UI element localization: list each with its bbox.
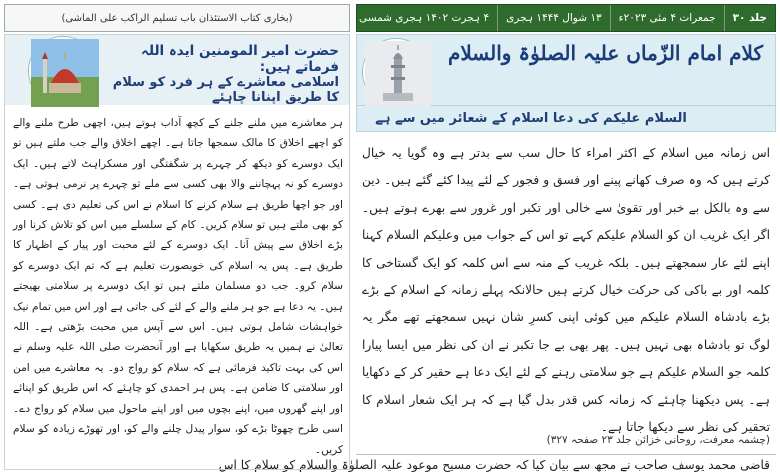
volume-label: جلد ۳۰ (724, 5, 775, 31)
gregorian-date: جمعرات ۴ مئی ۲۰۲۳ء (610, 5, 724, 31)
hijri-qamari-date: ۱۳ شوال ۱۴۴۴ ہجری (497, 5, 610, 31)
right-article-continuation: قاضی محمد یوسف صاحب نے مجھ سے بیان کیا کہ حضرت مسیح موعود علیہ الصلوٰۃ والسلام کو سلام کا اس (218, 458, 770, 472)
left-article-banner (5, 35, 349, 105)
hadith-reference-bar (4, 4, 350, 32)
right-article-subtitle: السلام علیکم کی دعا اسلام کے شعائر میں سے ہے (356, 106, 776, 132)
left-article-body: ہر معاشرے میں ملنے جلنے کے کچھ آداب ہوتے ہیں، اچھی طرح ملنے والے کو اچھے اخلاق کا مالک سمجھا جاتا ہے۔ اچھے اخلاق والے جب ملتے ہیں تو ایک دوسرے کو دیکھ کر چہرے پر شگفتگی اور مسکراہٹ لاتے ہیں۔ ایک دوسرے کو نہ پہچاننے والا بھی کسی سے ملے تو چہرے پر نرمی ہوتی ہے۔ اور جو اچھا طریق ہے سلام کرنے کا اسلام نے اس کی تعلیم دی ہے۔ کسی کو بھی ملتے ہیں تو سلام کریں۔ کام کے سلسلے میں اس کو تلاش کرنا اور بڑے اخلاق سے پیش آنا۔ ایک دوسرے کے لئے محبت اور پیار کے اظہار کا طریق ہے۔ پس یہ اسلام کی خوبصورت تعلیم ہے کہ تم ایک دوسرے کو سلام کرو۔ جب دو مسلمان ملتے ہیں تو ایک دوسرے پر سلامتی بھیجتے ہیں۔ یہ دعا ہے جو ہر ملنے والے کے لئے کی جاتی ہے اور اس میں تمام نیک خواہشات شامل ہوتی ہیں۔ اس سے آپس میں محبت بڑھتی ہے۔ اللہ تعالیٰ نے ہمیں یہ طریق سکھایا ہے اور آنحضرت صلی اللہ علیہ وسلم نے اس کی بہت تاکید فرمائی ہے کہ سلام کو رواج دو۔ یہ معاشرے میں امن اور سلامتی کا ضامن ہے۔ پس ہر احمدی کو چاہئے کہ اس طریق کو اپنائے اور اپنے گھروں میں، اپنے بچوں میں اور اپنے ماحول میں سلام کو رواج دے۔ اسی طرح چھوٹا بڑے کو، سوار پیدل چلنے والے کو، اور تھوڑے زیادہ کو سلام کریں۔ (13, 117, 343, 456)
divider (356, 454, 776, 455)
right-article-body: اس زمانہ میں اسلام کے اکثر امراء کا حال سب سے بدتر ہے وہ گویا یہ خیال کرتے ہیں کہ وہ صرف کھانے پینے اور فسق و فجور کے لئے پیدا کئے گئے ہیں۔ دین سے وہ بالکل بے خبر اور تقویٰ سے خالی اور تکبر اور غرور سے بھرے ہوتے ہیں۔ اگر ایک غریب ان کو السلام علیکم کہے تو اس کے جواب میں وعلیکم السلام کہنا اپنے لئے عار سمجھتے ہیں۔ بلکہ غریب کے منہ سے اس کلمہ کو ایک گستاخی کا کلمہ اور بے باکی کی حرکت خیال کرتے ہیں حالانکہ پہلے زمانہ کے اسلام کے بڑے بڑے بادشاہ السلام علیکم میں کوئی اپنی کسرِ شان نہیں سمجھتے تھے مگر یہ لوگ تو بادشاہ بھی نہیں ہیں۔ پھر بھی بے جا تکبر نے ان کی نظر میں ایسا پیارا کلمہ جو السلام علیکم ہے جو سلامتی رہنے کے لئے ایک دعا ہے حقیر کر کے دکھایا ہے۔ پس دیکھنا چاہئے کہ زمانہ کس قدر بدل گیا ہے کہ ہر ایک شعار اسلام کا تحقیر کی نظر سے دیکھا جاتا ہے۔ (362, 146, 770, 435)
left-article-subtitle: اسلامی معاشرے کے ہر فرد کو سلام کا طریق اپنانا چاہئے (112, 75, 339, 105)
masthead-date-bar (356, 4, 776, 32)
right-article-title: کلام امام الزّماں علیہ الصلوٰۃ والسلام (447, 41, 763, 65)
hadith-reference: (بخاری کتاب الاستئذان باب تسلیم الراکب علی الماشی) (61, 12, 293, 24)
left-article-title: حضرت امیر المومنین ایدہ اللہ فرماتے ہیں: (141, 43, 339, 75)
right-article-reference: (چشمہ معرفت، روحانی خزائن جلد ۲۳ صفحہ ۳۲۷) (546, 434, 770, 446)
left-article (4, 34, 350, 470)
minaret-icon (363, 39, 429, 105)
hijri-shamsi-date: ۴ ہجرت ۱۴۰۲ ہجری شمسی (350, 5, 497, 31)
mosque-dome-icon (29, 37, 97, 105)
right-article-banner (356, 34, 776, 106)
